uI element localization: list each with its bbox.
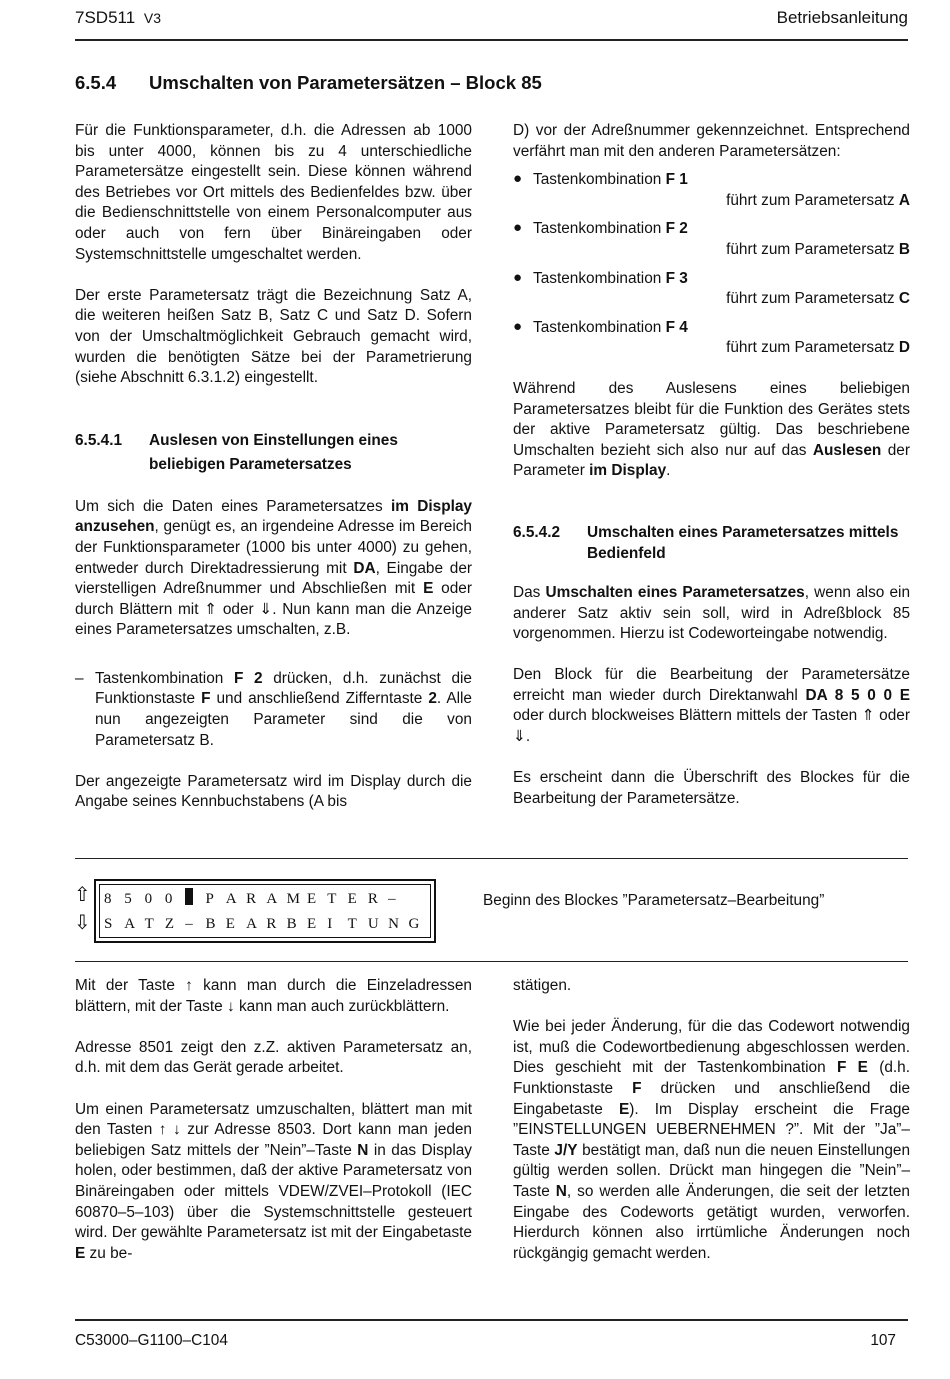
bullet-item: ● Tastenkombination F 1 führt zum Parametersatz A: [513, 170, 910, 209]
bullet-item: ● Tastenkombination F 2 führt zum Parametersatz B: [513, 219, 910, 258]
separator-rule: [75, 858, 908, 859]
paragraph: Der angezeigte Parametersatz wird im Display durch die Angabe seines Kennbuchstabens (A bis: [75, 772, 472, 811]
header-doc-type: Betriebsanleitung: [776, 8, 908, 27]
dash-list-item: – Tastenkombination F 2 drücken, d.h. zunächst die Funktionstaste F und anschließend Zifferntaste 2. Alle nun angezeigten Parameter sind die von Parametersatz B.: [75, 669, 472, 749]
section-title: [75, 72, 542, 94]
lcd-display: [94, 879, 436, 943]
model-name: 7SD511: [75, 8, 136, 27]
paragraph: Um einen Parametersatz umzuschalten, blättert man mit den Tasten ↑ ↓ zur Adresse 8503. Dort kann man jeden beliebigen Satz mittels der ”Nein”–Taste N in das Display holen, oder bestimmen, daß der aktive Parametersatz von Binäreingaben oder mittels VDEW/ZVEI–Protokoll (IEC 60870–5–103) über die Systemschnittstelle gesteuert wird. Der gewählte Parametersatz ist mit der Eingabetaste E zu be-: [75, 1100, 472, 1262]
paragraph: Es erscheint dann die Überschrift des Blockes für die Bearbeitung der Parametersätze.: [513, 769, 910, 807]
subsection-heading: [513, 522, 910, 564]
paragraph: D) vor der Adreßnummer gekennzeichnet. Entsprechend verfährt man mit den anderen Parametersätzen:: [513, 122, 910, 160]
right-column-top: [513, 121, 910, 809]
subsection-number: 6.5.4.1: [75, 431, 123, 449]
page-number: 107: [870, 1332, 896, 1349]
paragraph: Für die Funktionsparameter, d.h. die Adressen ab 1000 bis unter 4000, können bis zu 4 unterschiedliche Parametersätze eingestellt sein. Diese können während des Betriebes vor Ort mittels des Bedienfeldes bzw. über die Bedienschnittstelle von einem Personalcomputer aus oder auch von fern über Binäreingaben oder Systemschnittstelle umgeschaltet werden.: [75, 122, 472, 263]
dash-mark: –: [75, 669, 84, 687]
section-heading: Umschalten von Parametersätzen – Block 85: [149, 72, 542, 93]
bullet-item: ● Tastenkombination F 4 führt zum Parametersatz D: [513, 317, 910, 357]
lcd-row-1: 8 5 0 0 P A R A M E T E R –: [104, 888, 430, 912]
paragraph: Das Umschalten eines Parametersatzes, wenn also ein anderer Satz aktiv sein soll, wird in Adreßblock 85 vorgenommen. Hierzu ist Codeworteingabe notwendig.: [513, 583, 910, 643]
footer-rule: [75, 1319, 908, 1321]
scroll-arrows: [74, 881, 91, 937]
right-column-bottom: [513, 976, 910, 1264]
cursor-block: [185, 888, 205, 908]
arrow-up-icon: ⇧: [74, 884, 91, 906]
display-caption: Beginn des Blockes ”Parametersatz–Bearbeitung”: [483, 892, 825, 909]
header-rule: [75, 39, 908, 41]
section-number: 6.5.4: [75, 72, 117, 93]
header-model: [75, 8, 161, 28]
left-column-bottom: [75, 976, 472, 1264]
paragraph: Adresse 8501 zeigt den z.Z. aktiven Parametersatz an, d.h. mit dem das Gerät gerade arbeitet.: [75, 1038, 472, 1077]
arrow-down-icon: ⇩: [74, 912, 91, 934]
subsection-title: Auslesen von Einstellungen eines beliebigen Parametersatzes: [149, 431, 398, 473]
bullet-item: ● Tastenkombination F 3 führt zum Parametersatz C: [513, 268, 910, 308]
footer-doc-number: C53000–G1100–C104: [75, 1332, 228, 1349]
subsection-title: Umschalten eines Parametersatzes mittels Bedienfeld: [587, 523, 899, 562]
paragraph: Der erste Parametersatz trägt die Bezeichnung Satz A, die weiteren heißen Satz B, Satz C und Satz D. Sofern von der Umschaltmöglichkeit Gebrauch gemacht wird, wurden die benötigten Sätze bei der Parametrierung (siehe Abschnitt 6.3.1.2) eingestellt.: [75, 286, 472, 387]
left-column-top: [75, 121, 472, 813]
paragraph: stätigen.: [513, 977, 572, 994]
subsection-heading: [75, 429, 472, 477]
paragraph: Während des Auslesens eines beliebigen Parametersatzes bleibt für die Funktion des Gerätes stets der aktive Parametersatz gültig. Das beschriebene Umschalten bezieht sich also nur auf das Auslesen der Parameter im Display.: [513, 379, 910, 480]
paragraph: Wie bei jeder Änderung, für die das Codewort notwendig ist, muß die Codewortbedienung abgeschlossen werden. Dies geschieht mit der Tastenkombination F E (d.h. Funktionstaste F drücken und anschließend die Eingabetaste E). Im Display erscheint die Frage ”EINSTELLUNGEN UEBERNEHMEN ?”. Mit der ”Ja”–Taste J/Y bestätigt man, daß nun die neuen Einstellungen gültig werden sollen. Drückt man hingegen die ”Nein”–Taste N, so werden alle Änderungen, die seit der letzten Eingabe des Codeworts getätigt wurden, verworfen. Hierdurch können also irrtümliche Änderungen noch rückgängig gemacht werden.: [513, 1018, 911, 1262]
paragraph: Um sich die Daten eines Parametersatzes im Display anzusehen, genügt es, an irgendeine Adresse im Bereich der Funktionsparameter (1000 bis unter 4000) zu gehen, entweder durch Direktadressierung mit DA, Eingabe der vierstelligen Adreßnummer und Abschließen mit E oder durch Blättern mit ⇑ oder ⇓. Nun kann man die Anzeige eines Parametersatzes umschalten, z.B.: [75, 497, 472, 639]
separator-rule: [75, 961, 908, 962]
paragraph: Den Block für die Bearbeitung der Parametersätze erreicht man wieder durch Direktanwahl DA 8 5 0 0 E oder durch blockweises Blättern mittels der Tasten ⇑ oder ⇓.: [513, 666, 910, 746]
paragraph: Mit der Taste ↑ kann man durch die Einzeladressen blättern, mit der Taste ↓ kann man auch zurückblättern.: [75, 977, 472, 1015]
lcd-row-2: S A T Z – B E A R B E I T U N G: [104, 916, 420, 932]
subsection-number: 6.5.4.2: [513, 523, 561, 541]
model-version: V3: [143, 10, 162, 26]
